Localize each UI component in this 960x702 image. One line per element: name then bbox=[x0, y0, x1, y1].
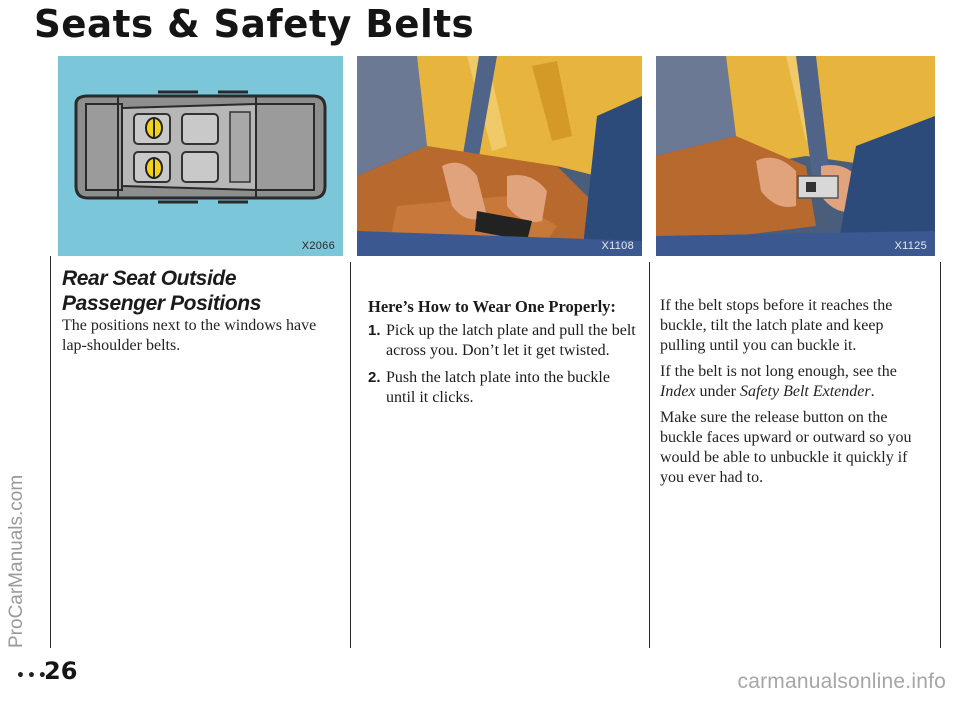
left-column-text: The positions next to the windows have lap-shoulder belts. bbox=[62, 317, 317, 354]
figure-code: X2066 bbox=[301, 240, 335, 252]
instruction-steps bbox=[368, 321, 640, 415]
car-top-view-drawing bbox=[58, 56, 343, 256]
car-top-view-illustration bbox=[58, 56, 343, 256]
para2-end: . bbox=[870, 383, 875, 400]
pulling-belt-photo bbox=[357, 56, 642, 256]
right-para-3: Make sure the release button on the buckle faces upward or outward so you would be able to unbuckle it quickly if you ever had to. bbox=[660, 409, 912, 486]
step-text: Pick up the latch plate and pull the belt across you. Don’t let it get twisted. bbox=[386, 322, 636, 359]
column-rule-middle bbox=[350, 262, 351, 648]
step-item bbox=[368, 321, 640, 361]
step-item bbox=[368, 368, 640, 408]
para2-mid: under bbox=[695, 383, 740, 400]
column-rule-right bbox=[649, 262, 650, 648]
column-rule-left bbox=[50, 256, 51, 648]
figure-code: X1108 bbox=[601, 240, 634, 252]
footer-watermark: carmanualsonline.info bbox=[737, 670, 946, 693]
index-reference: Index bbox=[660, 383, 696, 400]
page-number-dots: ••• bbox=[16, 668, 49, 684]
figure-code: X1125 bbox=[894, 240, 927, 252]
instructions-heading: Here’s How to Wear One Properly: bbox=[368, 297, 616, 316]
right-column bbox=[660, 296, 932, 494]
right-para-2 bbox=[660, 362, 932, 402]
section-heading: Rear Seat Outside Passenger Positions bbox=[62, 267, 261, 315]
buckling-belt-photo bbox=[656, 56, 935, 256]
extender-reference: Safety Belt Extender bbox=[739, 383, 871, 400]
step-number: 2. bbox=[368, 369, 381, 386]
pulling-belt-drawing bbox=[357, 56, 642, 256]
buckling-belt-drawing bbox=[656, 56, 935, 256]
right-para-1: If the belt stops before it reaches the buckle, tilt the latch plate and keep pulling until you can buckle it. bbox=[660, 297, 893, 354]
para2-start: If the belt is not long enough, see the bbox=[660, 363, 897, 380]
step-number: 1. bbox=[368, 322, 381, 339]
side-watermark: ProCarManuals.com bbox=[6, 474, 27, 648]
column-rule-far-right bbox=[940, 262, 941, 648]
page-number: 26 bbox=[44, 657, 78, 685]
step-text: Push the latch plate into the buckle until it clicks. bbox=[386, 369, 610, 406]
page-title: Seats & Safety Belts bbox=[34, 2, 475, 46]
